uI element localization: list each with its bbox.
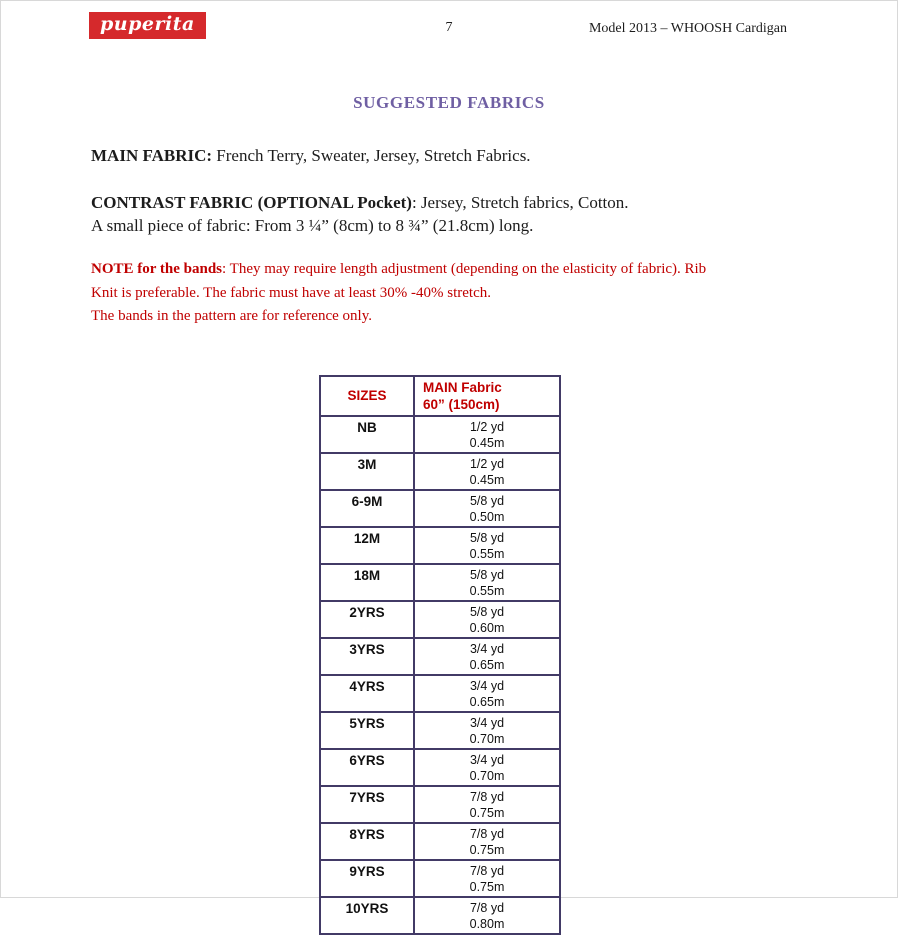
main-fabric-header-line1: MAIN Fabric	[423, 379, 502, 395]
document-header	[1, 1, 897, 43]
size-cell: 18M	[320, 564, 414, 601]
fabric-amount-cell	[414, 675, 560, 712]
page-title: SUGGESTED FABRICS	[353, 93, 545, 112]
yardage-yd: 7/8 yd	[469, 826, 505, 841]
note-paragraph	[91, 258, 802, 329]
fabric-amount-cell	[414, 416, 560, 453]
note-line1: : They may require length adjustment (depending on the elasticity of fabric). Rib	[222, 261, 707, 277]
yardage-m: 0.75m	[469, 880, 505, 894]
fabric-amount-cell	[414, 564, 560, 601]
sizes-column-header: SIZES	[320, 376, 414, 416]
yardage-m: 0.60m	[469, 621, 505, 635]
fabric-amount-cell	[414, 823, 560, 860]
yardage-yd: 3/4 yd	[469, 678, 505, 693]
yardage-m: 0.70m	[469, 769, 505, 783]
table-row	[320, 416, 560, 453]
fabric-amount-cell	[414, 786, 560, 823]
size-cell: 2YRS	[320, 601, 414, 638]
size-cell: 4YRS	[320, 675, 414, 712]
yardage-yd: 3/4 yd	[469, 641, 505, 656]
note-label: NOTE for the bands	[91, 261, 223, 277]
yardage-yd: 3/4 yd	[469, 752, 505, 767]
table-row	[320, 712, 560, 749]
contrast-fabric-text: : Jersey, Stretch fabrics, Cotton.	[411, 193, 629, 212]
size-cell: 6-9M	[320, 490, 414, 527]
yardage-yd: 7/8 yd	[469, 789, 505, 804]
contrast-fabric-label: CONTRAST FABRIC (OPTIONAL Pocket)	[91, 193, 412, 212]
table-row	[320, 675, 560, 712]
yardage-m: 0.80m	[469, 917, 505, 931]
yardage-m: 0.55m	[469, 547, 505, 561]
table-row	[320, 490, 560, 527]
main-fabric-label: MAIN FABRIC:	[91, 146, 213, 165]
logo-text: puperita	[100, 13, 195, 35]
yardage-yd: 5/8 yd	[469, 567, 505, 582]
main-fabric-text: French Terry, Sweater, Jersey, Stretch Fabrics.	[212, 146, 531, 165]
size-cell: 9YRS	[320, 860, 414, 897]
table-row	[320, 564, 560, 601]
main-fabric-header-line2: 60” (150cm)	[423, 396, 500, 412]
size-cell: 8YRS	[320, 823, 414, 860]
size-cell: NB	[320, 416, 414, 453]
main-fabric-column-header	[414, 376, 560, 416]
table-row	[320, 749, 560, 786]
fabric-amount-cell	[414, 897, 560, 934]
yardage-m: 0.45m	[469, 473, 505, 487]
table-row	[320, 823, 560, 860]
fabric-amount-cell	[414, 527, 560, 564]
yardage-m: 0.75m	[469, 843, 505, 857]
size-cell: 5YRS	[320, 712, 414, 749]
table-header-row	[320, 376, 560, 416]
size-cell: 6YRS	[320, 749, 414, 786]
size-cell: 3M	[320, 453, 414, 490]
yardage-yd: 5/8 yd	[469, 530, 505, 545]
fabric-amount-cell	[414, 860, 560, 897]
table-row	[320, 897, 560, 934]
yardage-yd: 7/8 yd	[469, 900, 505, 915]
fabric-amount-cell	[414, 749, 560, 786]
main-fabric-paragraph	[91, 144, 802, 167]
table-row	[320, 601, 560, 638]
yardage-yd: 7/8 yd	[469, 863, 505, 878]
yardage-m: 0.55m	[469, 584, 505, 598]
table-row	[320, 786, 560, 823]
yardage-yd: 1/2 yd	[469, 456, 505, 471]
yardage-yd: 5/8 yd	[469, 493, 505, 508]
fabric-amount-cell	[414, 453, 560, 490]
note-line3: The bands in the pattern are for reference only.	[91, 308, 372, 324]
fabric-requirements-table	[319, 375, 561, 935]
fabric-amount-cell	[414, 490, 560, 527]
yardage-yd: 5/8 yd	[469, 604, 505, 619]
yardage-m: 0.70m	[469, 732, 505, 746]
yardage-m: 0.65m	[469, 695, 505, 709]
size-cell: 12M	[320, 527, 414, 564]
yardage-m: 0.75m	[469, 806, 505, 820]
table-row	[320, 860, 560, 897]
yardage-m: 0.45m	[469, 436, 505, 450]
contrast-fabric-line2: A small piece of fabric: From 3 ¼” (8cm) to 8 ¾” (21.8cm) long.	[91, 216, 534, 235]
contrast-fabric-paragraph	[91, 191, 802, 237]
size-cell: 7YRS	[320, 786, 414, 823]
note-line2: Knit is preferable. The fabric must have at least 30% -40% stretch.	[91, 284, 491, 301]
model-title: Model 2013 – WHOOSH Cardigan	[588, 21, 787, 36]
size-cell: 3YRS	[320, 638, 414, 675]
yardage-yd: 3/4 yd	[469, 715, 505, 730]
yardage-yd: 1/2 yd	[469, 419, 505, 434]
table-row	[320, 527, 560, 564]
size-cell: 10YRS	[320, 897, 414, 934]
yardage-m: 0.65m	[469, 658, 505, 672]
page-number: 7	[445, 20, 453, 35]
table-row	[320, 638, 560, 675]
fabric-amount-cell	[414, 601, 560, 638]
fabric-amount-cell	[414, 712, 560, 749]
yardage-m: 0.50m	[469, 510, 505, 524]
table-row	[320, 453, 560, 490]
fabric-amount-cell	[414, 638, 560, 675]
